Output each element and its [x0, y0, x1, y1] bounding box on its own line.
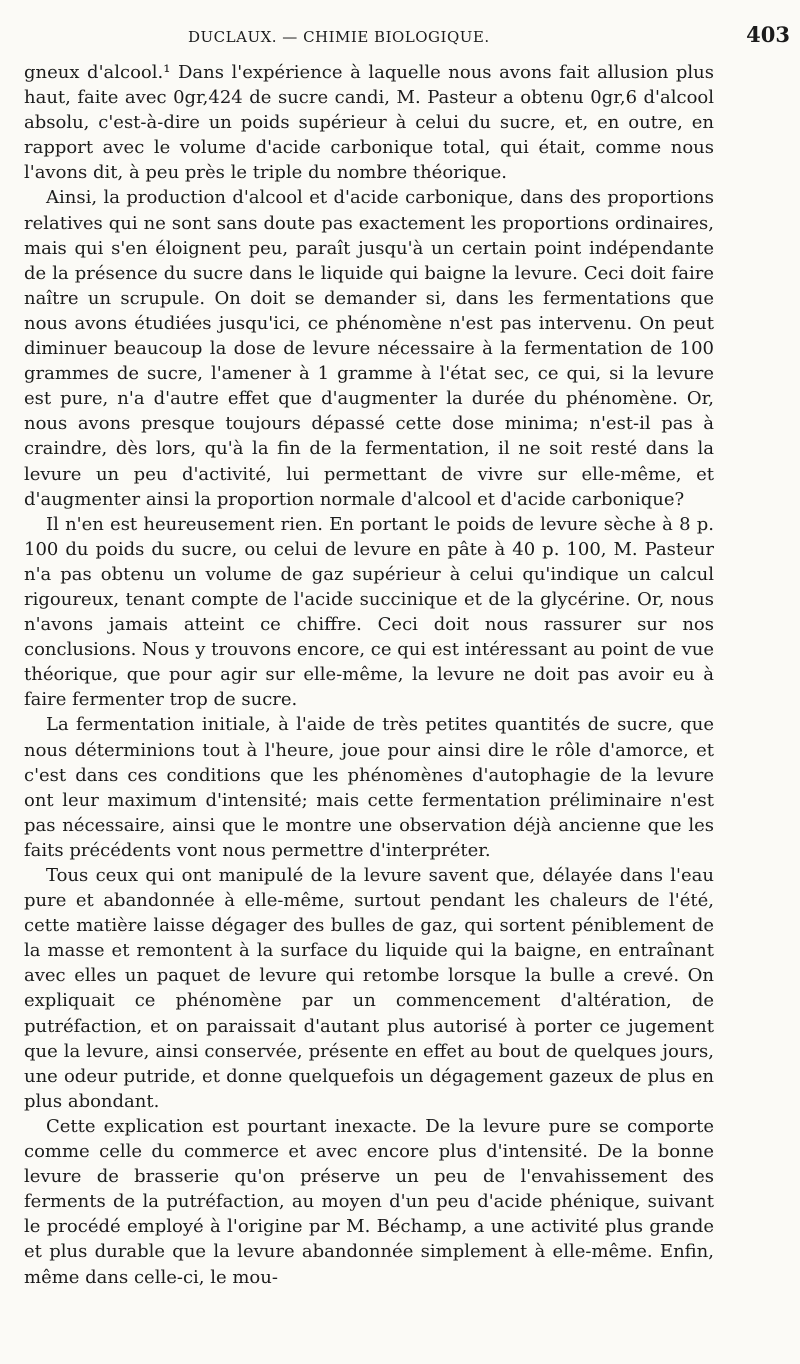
body-text — [24, 60, 714, 1290]
paragraph: gneux d'alcool.¹ Dans l'expérience à laquelle nous avons fait allusion plus haut, faite avec 0gr,424 de sucre candi, M. Pasteur a obtenu 0gr,6 d'alcool absolu, c'est-à-dire un poids supérieur à celui du sucre, et, en outre, en rapport avec le volume d'acide carbonique total, qui était, comme nous l'avons dit, à peu près le triple du nombre théorique. — [24, 62, 714, 184]
page-header — [24, 20, 790, 50]
page-number: 403 — [746, 22, 790, 47]
paragraph: La fermentation initiale, à l'aide de très petites quantités de sucre, que nous déterminions tout à l'heure, joue pour ainsi dire le rôle d'amorce, et c'est dans ces conditions que les phénomènes d'autophagie de la levure ont leur maximum d'intensité; mais cette fermentation préliminaire n'est pas nécessaire, ainsi que le montre une observation déjà ancienne que les faits précédents vont nous permettre d'interpréter. — [24, 714, 714, 861]
running-head: DUCLAUX. — CHIMIE BIOLOGIQUE. — [188, 28, 490, 46]
paragraph: Ainsi, la production d'alcool et d'acide carbonique, dans des proportions relatives qui ne sont sans doute pas exactement les proportions ordinaires, mais qui s'en éloignent peu, paraît jusqu'à un certain point indépendante de la présence du sucre dans le liquide qui baigne la levure. Ceci doit faire naître un scrupule. On doit se demander si, dans les fermentations que nous avons étudiées jusqu'ici, ce phénomène n'est pas intervenu. On peut diminuer beaucoup la dose de levure nécessaire à la fermentation de 100 grammes de sucre, l'amener à 1 gramme à l'état sec, ce qui, si la levure est pure, n'a d'autre effet que d'augmenter la durée du phénomène. Or, nous avons presque toujours dépassé cette dose minima; n'est-il pas à craindre, dès lors, qu'à la fin de la fermentation, il ne soit resté dans la levure un peu d'activité, lui permettant de vivre sur elle-même, et d'augmenter ainsi la proportion normale d'alcool et d'acide carbonique? — [24, 187, 714, 510]
paragraph: Tous ceux qui ont manipulé de la levure savent que, délayée dans l'eau pure et abandonnée à elle-même, surtout pendant les chaleurs de l'été, cette matière laisse dégager des bulles de gaz, qui sortent péniblement de la masse et remontent à la surface du liquide qui la baigne, en entraînant avec elles un paquet de levure qui retombe lorsque la bulle a crevé. On expliquait ce phénomène par un commencement d'altération, de putréfaction, et on paraissait d'autant plus autorisé à porter ce jugement que la levure, ainsi conservée, présente en effet au bout de quelques jours, une odeur putride, et donne quelquefois un dégagement gazeux de plus en plus abondant. — [24, 865, 714, 1112]
paragraph: Cette explication est pourtant inexacte. De la levure pure se comporte comme celle du commerce et avec encore plus d'intensité. De la bonne levure de brasserie qu'on préserve un peu de l'envahissement des ferments de la putréfaction, au moyen d'un peu d'acide phénique, suivant le procédé employé à l'origine par M. Béchamp, a une activité plus grande et plus durable que la levure abandonnée simplement à elle-même. Enfin, même dans celle-ci, le mou- — [24, 1115, 714, 1288]
paragraph: Il n'en est heureusement rien. En portant le poids de levure sèche à 8 p. 100 du poids du sucre, ou celui de levure en pâte à 40 p. 100, M. Pasteur n'a pas obtenu un volume de gaz supérieur à celui qu'indique un calcul rigoureux, tenant compte de l'acide succinique et de la glycérine. Or, nous n'avons jamais atteint ce chiffre. Ceci doit nous rassurer sur nos conclusions. Nous y trouvons encore, ce qui est intéressant au point de vue théorique, que pour agir sur elle-même, la levure ne doit pas avoir eu à faire fermenter trop de sucre. — [24, 513, 714, 711]
